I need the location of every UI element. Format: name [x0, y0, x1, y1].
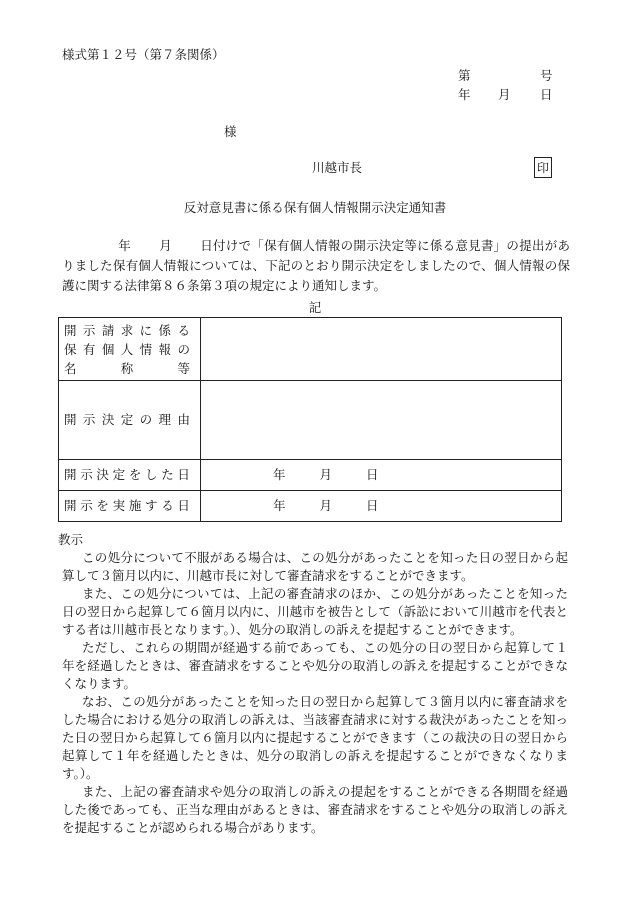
label-line: 名 称 等: [64, 360, 190, 376]
label-line: 開 示 決 定 の 理 由: [64, 411, 190, 427]
notice-body: [62, 549, 568, 837]
addressee-suffix: 様: [224, 124, 237, 139]
label-decision-date: [59, 460, 201, 491]
table-row: [59, 491, 562, 522]
notice-paragraph: また、この処分については、上記の審査請求のほか、この処分があったことを知った日の翌日から起算して６箇月以内に、川越市を被告として（訴訟において川越市を代表とする者は川越市長となります。）、処分の取消しの訴えを提起することができます。: [62, 586, 568, 637]
document-number-suffix: 号: [540, 68, 553, 83]
issue-date-year: 年: [458, 87, 471, 102]
seal-mark: 印: [534, 157, 552, 178]
table-row: [59, 381, 562, 460]
value-request-info: [201, 318, 562, 381]
notice-paragraph: また、上記の審査請求や処分の取消しの訴えの提起をすることができる各期間を経過した後であっても、正当な理由があるときは、審査請求をすることや処分の取消しの訴えを提起することが認められる場合があります。: [62, 784, 568, 835]
details-table: [58, 317, 562, 522]
notice-paragraph: なお、この処分があったことを知った日の翌日から起算して３箇月以内に審査請求をした場合における処分の取消しの訴えは、当該審査請求に対する裁決があったことを知った日の翌日から起算して６箇月以内に提起することができます（この裁決の日の翌日から起算して１年を経過したときは、処分の取消しの訴えを提起することができなくなります。）。: [62, 694, 568, 781]
table-row: [59, 460, 562, 491]
document-title: 反対意見書に係る保有個人情報開示決定通知書: [183, 200, 447, 215]
form-number: 様式第１２号（第７条関係）: [62, 47, 225, 62]
label-decision-reason: [59, 381, 201, 460]
issuer-name: 川越市長: [312, 160, 363, 175]
label-line: 保 有 個 人 情 報 の: [64, 341, 190, 357]
intro-text: 日付けで「保有個人情報の開示決定等に係る意見書」の提出がありました保有個人情報については、下記のとおり開示決定をしましたので、個人情報の保護に関する法律第８６条第３項の規定により通知します。: [62, 238, 570, 293]
notice-paragraph: この処分について不服がある場合は、この処分があったことを知った日の翌日から起算して３箇月以内に、川越市長に対して審査請求をすることができます。: [62, 550, 568, 583]
label-disclosure-date: [59, 491, 201, 522]
label-line: 開 示 を 実 施 す る 日: [64, 497, 190, 513]
issue-date-month: 月: [498, 87, 511, 102]
intro-month: 月: [159, 238, 173, 253]
notice-heading: 教示: [58, 532, 84, 547]
label-line: 開 示 請 求 に 係 る: [64, 322, 190, 338]
value-decision-reason: [201, 381, 562, 460]
label-line: 開 示 決 定 を し た 日: [64, 466, 190, 482]
ki-heading: 記: [308, 300, 322, 315]
value-disclosure-date: 年 月 日: [201, 491, 562, 522]
intro-paragraph: [62, 236, 570, 296]
value-decision-date: 年 月 日: [201, 460, 562, 491]
issue-date-day: 日: [540, 87, 553, 102]
label-request-info: [59, 318, 201, 381]
intro-year: 年: [118, 238, 132, 253]
table-row: [59, 318, 562, 381]
document-number-label: 第: [458, 68, 471, 83]
notice-paragraph: ただし、これらの期間が経過する前であっても、この処分の日の翌日から起算して１年を経過したときは、審査請求をすることや処分の取消しの訴えを提起することができなくなります。: [62, 640, 568, 691]
